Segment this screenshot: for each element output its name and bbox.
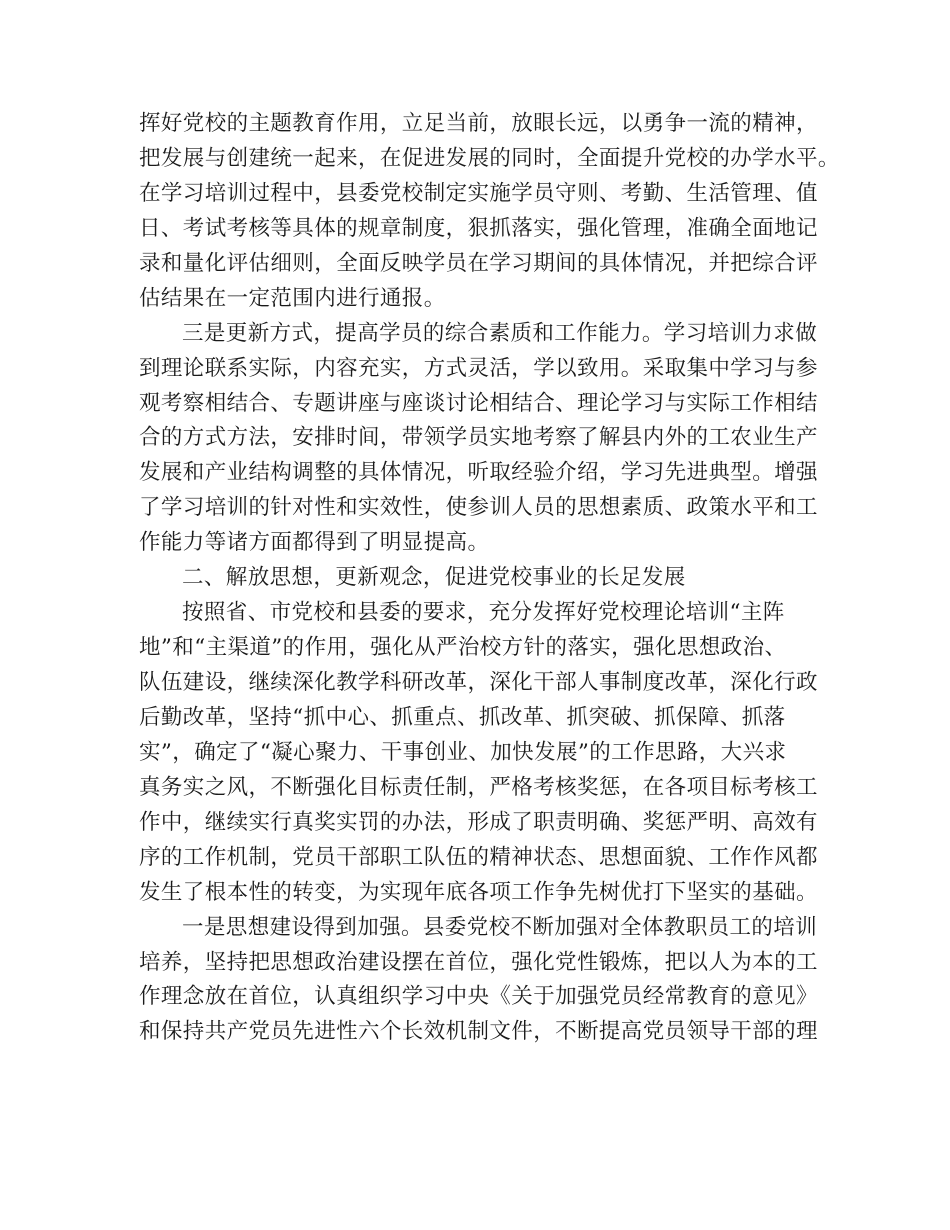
text-line: 作能力等诸方面都得到了明显提高。 [139, 530, 490, 556]
text-line: 二、解放思想，更新观念，促进党校事业的长足发展 [182, 565, 686, 591]
text-line: 到理论联系实际，内容充实，方式灵活，学以致用。采取集中学习与参 [139, 355, 818, 381]
text-line: 地”和“主渠道”的作用，强化从严治校方针的落实，强化思想政治、 [139, 635, 787, 661]
text-line: 作中，继续实行真奖实罚的办法，形成了职责明确、奖惩严明、高效有 [139, 809, 818, 835]
text-line: 真务实之风，不断强化目标责任制，严格考核奖惩，在各项目标考核工 [139, 774, 818, 800]
text-line: 发展和产业结构调整的具体情况，听取经验介绍，学习先进典型。增强 [139, 460, 818, 486]
text-line: 在学习培训过程中，县委党校制定实施学员守则、考勤、生活管理、值 [139, 180, 818, 206]
text-line: 一是思想建设得到加强。县委党校不断加强对全体教职员工的培训 [182, 914, 818, 940]
text-line: 录和量化评估细则，全面反映学员在学习期间的具体情况，并把综合评 [139, 250, 818, 276]
text-line: 按照省、市党校和县委的要求，充分发挥好党校理论培训“主阵 [182, 600, 785, 626]
text-line: 估结果在一定范围内进行通报。 [139, 285, 446, 311]
body-text [139, 107, 839, 1050]
text-line: 三是更新方式，提高学员的综合素质和工作能力。学习培训力求做 [182, 320, 818, 346]
text-line: 实”，确定了“凝心聚力、干事创业、加快发展”的工作思路，大兴求 [139, 739, 787, 765]
text-line: 队伍建设，继续深化教学科研改革，深化干部人事制度改革，深化行政 [139, 670, 818, 695]
text-line: 作理念放在首位，认真组织学习中央《关于加强党员经常教育的意见》 [139, 984, 818, 1010]
text-line: 培养，坚持把思想政治建设摆在首位，强化党性锻炼，把以人为本的工 [139, 949, 818, 975]
text-line: 了学习培训的针对性和实效性，使参训人员的思想素质、政策水平和工 [139, 495, 818, 521]
text-line: 挥好党校的主题教育作用，立足当前，放眼长远，以勇争一流的精神， [139, 111, 818, 136]
text-line: 观考察相结合、专题讲座与座谈讨论相结合、理论学习与实际工作相结 [139, 390, 818, 416]
text-line: 日、考试考核等具体的规章制度，狠抓落实，强化管理，准确全面地记 [139, 215, 818, 241]
text-line: 和保持共产党员先进性六个长效机制文件，不断提高党员领导干部的理 [139, 1019, 818, 1045]
text-line: 发生了根本性的转变，为实现年底各项工作争先树优打下坚实的基础。 [139, 879, 818, 905]
text-line: 合的方式方法，安排时间，带领学员实地考察了解县内外的工农业生产 [139, 425, 818, 451]
text-line: 后勤改革，坚持“抓中心、抓重点、抓改革、抓突破、抓保障、抓落 [139, 704, 786, 730]
text-line: 序的工作机制，党员干部职工队伍的精神状态、思想面貌、工作作风都 [139, 844, 818, 870]
text-line: 把发展与创建统一起来，在促进发展的同时，全面提升党校的办学水平。 [139, 145, 840, 171]
